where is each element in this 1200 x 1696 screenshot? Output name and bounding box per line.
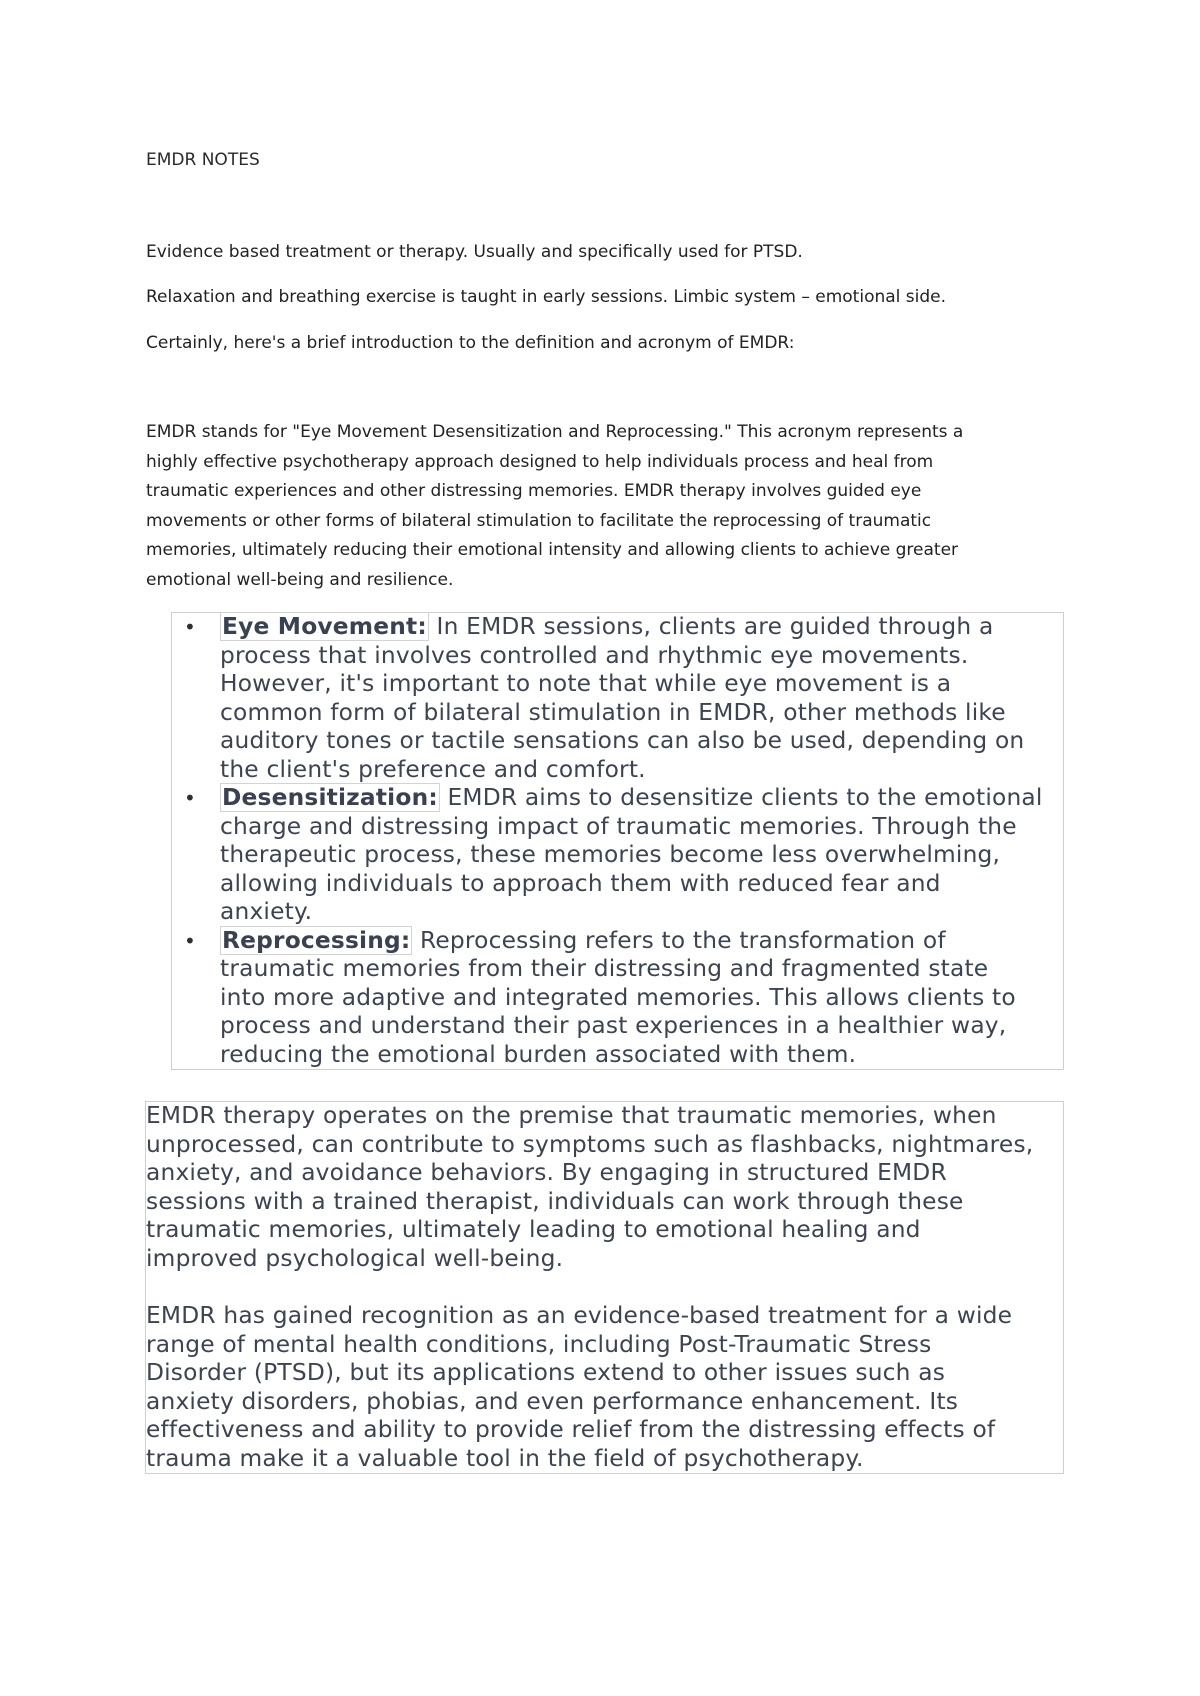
bullet-dot-icon: • xyxy=(184,786,196,810)
bullet-desensitization xyxy=(172,784,1063,927)
bullet-line: charge and distressing impact of traumatic memories. Through the xyxy=(220,812,1017,840)
bullet-term: Desensitization: xyxy=(222,784,438,811)
bullet-line: common form of bilateral stimulation in EMDR, other methods like xyxy=(220,698,1006,726)
bullet-dot-icon: • xyxy=(184,928,196,953)
definition-line: EMDR stands for "Eye Movement Desensitization and Reprocessing." This acronym represents a xyxy=(146,422,964,442)
bullet-line: process that involves controlled and rhythmic eye movements. xyxy=(220,641,969,669)
bullet-eye-movement xyxy=(172,613,1063,784)
closing-line: improved psychological well-being. xyxy=(146,1244,564,1272)
bullet-line: traumatic memories from their distressing and fragmented state xyxy=(220,955,989,982)
document-title: EMDR NOTES xyxy=(146,150,260,170)
bullet-line: the client's preference and comfort. xyxy=(220,755,646,783)
bullet-line: Reprocessing refers to the transformation of xyxy=(412,926,946,954)
definition-line: highly effective psychotherapy approach designed to help individuals process and heal from xyxy=(146,451,934,472)
intro-paragraph-3: Certainly, here's a brief introduction to the definition and acronym of EMDR: xyxy=(146,333,795,353)
closing-line: trauma make it a valuable tool in the field of psychotherapy. xyxy=(146,1444,864,1472)
bullet-line: reducing the emotional burden associated with them. xyxy=(220,1040,857,1068)
definition-line: traumatic experiences and other distressing memories. EMDR therapy involves guided eye xyxy=(146,481,922,501)
paragraph-gap xyxy=(146,1273,1063,1302)
bullet-line: In EMDR sessions, clients are guided through a xyxy=(428,613,994,640)
closing-line: anxiety disorders, phobias, and even performance enhancement. Its xyxy=(146,1387,959,1415)
acronym-bullet-list xyxy=(172,613,1063,1069)
closing-line: anxiety, and avoidance behaviors. By engaging in structured EMDR xyxy=(146,1159,947,1186)
closing-line: EMDR has gained recognition as an evidence-based treatment for a wide xyxy=(146,1302,1013,1329)
bullet-dot-icon: • xyxy=(184,615,196,639)
bullet-line: However, it's important to note that while eye movement is a xyxy=(220,670,952,697)
bullet-line: into more adaptive and integrated memories. This allows clients to xyxy=(220,983,1016,1011)
closing-line: sessions with a trained therapist, individuals can work through these xyxy=(146,1187,964,1215)
closing-line: EMDR therapy operates on the premise that traumatic memories, when xyxy=(146,1102,997,1129)
bullet-line: process and understand their past experiences in a healthier way, xyxy=(220,1012,1007,1039)
definition-line: memories, ultimately reducing their emotional intensity and allowing clients to achieve greater xyxy=(146,540,959,560)
bullet-line: therapeutic process, these memories become less overwhelming, xyxy=(220,841,1001,868)
closing-prose-box xyxy=(145,1101,1064,1474)
bullet-term: Reprocessing: xyxy=(222,926,411,954)
closing-line: range of mental health conditions, including Post-Traumatic Stress xyxy=(146,1330,932,1358)
bullet-reprocessing xyxy=(172,927,1063,1070)
bullet-line: anxiety. xyxy=(220,898,313,925)
bullet-line: EMDR aims to desensitize clients to the emotional xyxy=(439,784,1043,811)
definition-paragraph xyxy=(146,418,1026,595)
closing-line: unprocessed, can contribute to symptoms such as flashbacks, nightmares, xyxy=(146,1130,1034,1158)
bullet-line: allowing individuals to approach them with reduced fear and xyxy=(220,869,941,897)
definition-line: emotional well-being and resilience. xyxy=(146,569,454,590)
definition-line: movements or other forms of bilateral stimulation to facilitate the reprocessing of traumatic xyxy=(146,510,932,531)
acronym-bullet-box xyxy=(171,612,1064,1070)
bullet-line: auditory tones or tactile sensations can also be used, depending on xyxy=(220,727,1025,754)
closing-line: effectiveness and ability to provide relief from the distressing effects of xyxy=(146,1416,996,1443)
closing-line: traumatic memories, ultimately leading to emotional healing and xyxy=(146,1216,921,1243)
intro-paragraph-2: Relaxation and breathing exercise is taught in early sessions. Limbic system – emotional side. xyxy=(146,287,947,307)
closing-line: Disorder (PTSD), but its applications extend to other issues such as xyxy=(146,1359,946,1386)
intro-paragraph-1: Evidence based treatment or therapy. Usually and specifically used for PTSD. xyxy=(146,242,803,262)
bullet-term: Eye Movement: xyxy=(222,613,427,640)
